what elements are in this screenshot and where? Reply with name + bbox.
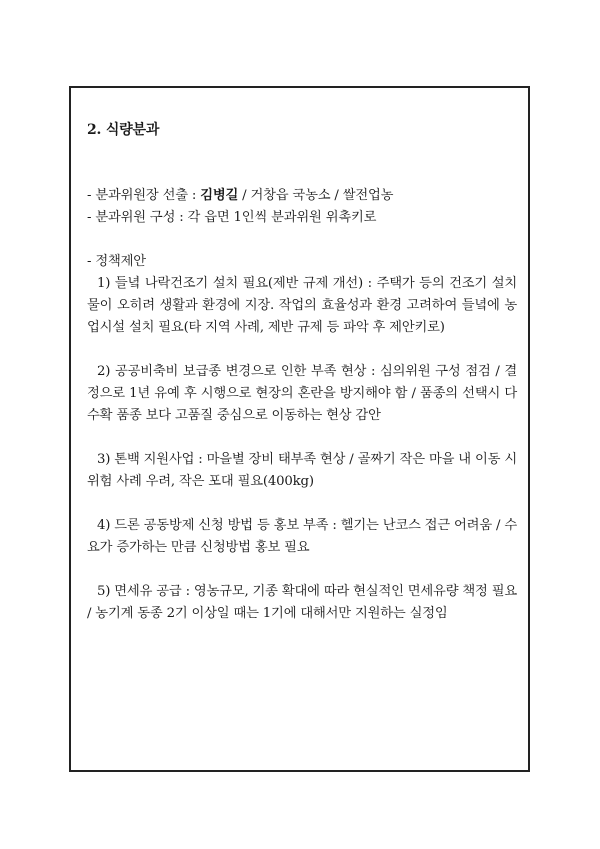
spacer [87,339,517,361]
policy-item-2: 2) 공공비축비 보급종 변경으로 인한 부족 현상 : 심의위원 구성 점검 / 결정으로 1년 유예 후 시행으로 현장의 혼란을 방지해야 함 / 품종의 선택시 다수확 품종 보다 고품질 중심으로 이동하는 현상 감안 [87,364,517,423]
composition-line: - 분과위원 구성 : 각 읍면 1인씩 분과위원 위촉키로 [87,210,377,225]
chair-suffix: / 거창읍 국농소 / 쌀전업농 [238,188,394,203]
policy-label: - 정책제안 [87,254,146,269]
policy-item-4: 4) 드론 공동방제 신청 방법 등 홍보 부족 : 헬기는 난코스 접근 어려움 / 수요가 증가하는 만큼 신청방법 홍보 필요 [87,518,517,555]
spacer [87,559,517,581]
spacer [87,163,517,185]
chair-name: 김병길 [200,188,239,203]
policy-item-5: 5) 면세유 공급 : 영농규모, 기종 확대에 따라 현실적인 면세유량 책정 필요 / 농기계 동종 2기 이상일 때는 1기에 대해서만 지원하는 실정임 [87,584,517,621]
document-body [87,119,517,625]
spacer [87,493,517,515]
section-heading: 2. 식량분과 [87,122,160,138]
chair-line [87,185,517,207]
chair-prefix: - 분과위원장 선출 : [87,188,201,203]
policy-item-1: 1) 들녘 나락건조기 설치 필요(제반 규제 개선) : 주택가 등의 건조기 설치물이 오히려 생활과 환경에 지장. 작업의 효율성과 환경 고려하여 들녘에 농업시설 설치 필요(타 지역 사례, 제반 규제 등 파악 후 제안키로) [87,276,517,335]
spacer [87,229,517,251]
policy-item-3: 3) 톤백 지원사업 : 마을별 장비 태부족 현상 / 골짜기 작은 마을 내 이동 시 위험 사례 우려, 작은 포대 필요(400kg) [87,452,517,489]
spacer [87,427,517,449]
